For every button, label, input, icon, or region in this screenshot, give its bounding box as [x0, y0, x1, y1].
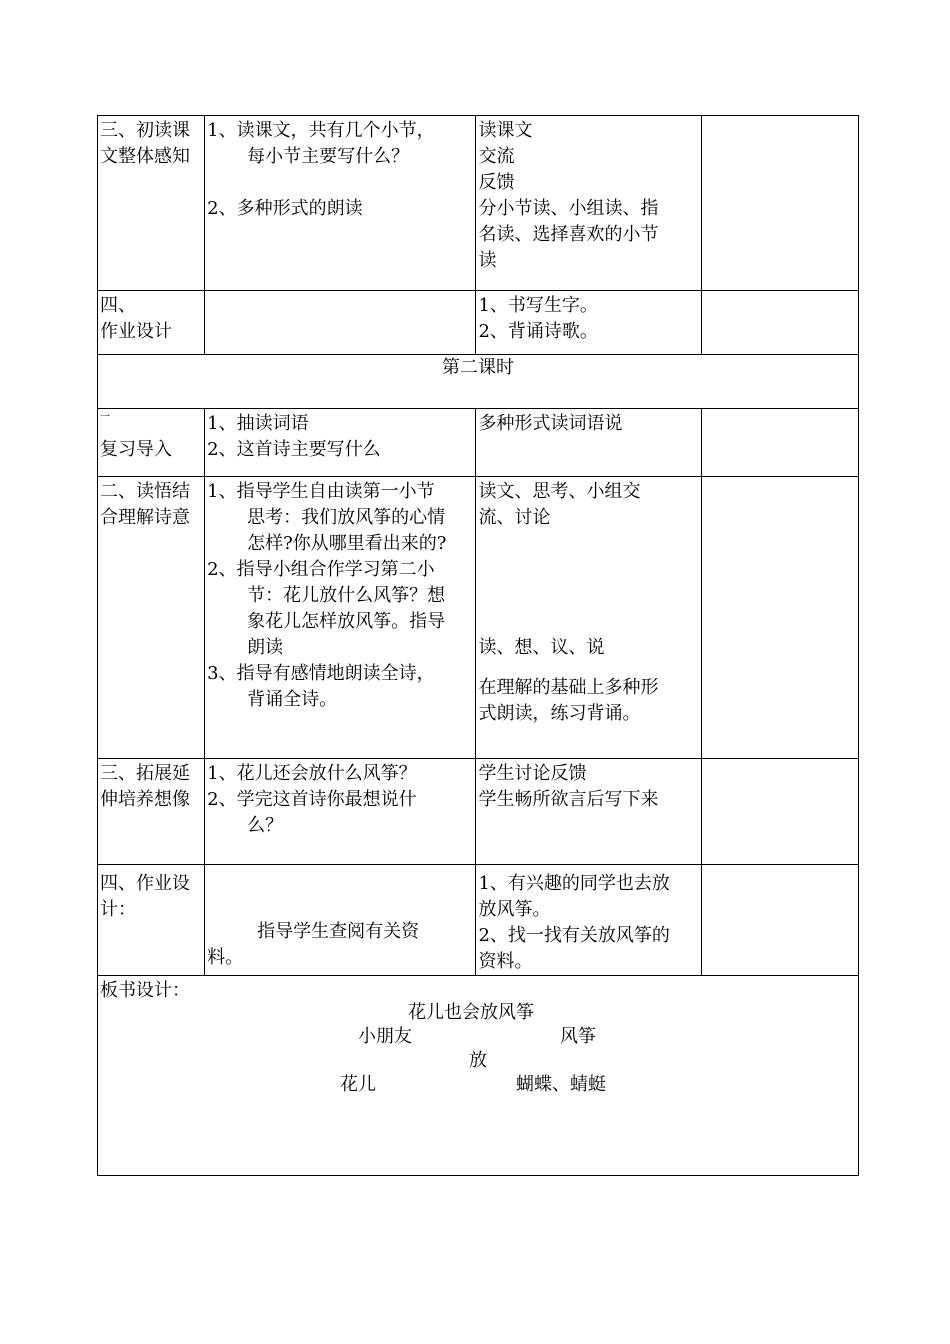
student-step: 流、讨论	[478, 507, 551, 528]
table-row	[98, 759, 859, 865]
teacher-activity-cell	[205, 759, 476, 865]
teacher-step: 1、读课文，共有几个小节，	[207, 120, 435, 141]
board-title: 花儿也会放风筝	[408, 1002, 534, 1023]
teacher-activity-cell	[205, 291, 476, 355]
stage-label: 三、初读课	[100, 120, 190, 141]
teacher-step: 1、花儿还会放什么风筝？	[207, 763, 417, 784]
board-right-top: 风筝	[560, 1026, 596, 1047]
student-activity-cell	[476, 865, 701, 976]
table-row	[98, 865, 859, 976]
table-row	[98, 409, 859, 477]
student-step: 在理解的基础上多种形	[478, 677, 659, 698]
board-design-cell	[98, 976, 859, 1176]
stage-label: 三、拓展延	[100, 763, 190, 784]
stage-cell	[98, 291, 205, 355]
student-step: 学生畅所欲言后写下来	[478, 789, 659, 810]
teacher-step: 1、抽读词语	[207, 413, 309, 434]
teacher-step: 怎样?你从哪里看出来的?	[247, 533, 447, 554]
teacher-step: 每小节主要写什么？	[247, 146, 410, 167]
teacher-activity-cell	[205, 477, 476, 759]
teacher-step: 2、这首诗主要写什么	[207, 439, 381, 460]
lesson-plan-table	[97, 115, 859, 1176]
stage-label: 一	[100, 412, 110, 423]
board-center: 放	[469, 1050, 487, 1071]
student-step: 名读、选择喜欢的小节	[478, 224, 659, 245]
table-row	[98, 116, 859, 291]
table-row	[98, 477, 859, 759]
notes-cell	[701, 865, 858, 976]
notes-cell	[701, 116, 858, 291]
student-step: 反馈	[478, 172, 515, 193]
teacher-step: 象花儿怎样放风筝。指导	[247, 611, 446, 632]
stage-cell	[98, 477, 205, 759]
stage-label: 二、读悟结	[100, 481, 190, 502]
student-step: 2、找一找有关放风筝的	[478, 925, 670, 946]
teacher-step: 2、多种形式的朗读	[207, 198, 363, 219]
student-step: 1、有兴趣的同学也去放	[478, 873, 670, 894]
stage-cell	[98, 409, 205, 477]
notes-cell	[701, 291, 858, 355]
board-design	[98, 976, 858, 1174]
teacher-step: 思考：我们放风筝的心情	[247, 507, 446, 528]
teacher-step: 节：花儿放什么风筝？想	[247, 585, 446, 606]
stage-label: 文整体感知	[100, 146, 190, 167]
teacher-step: 背诵全诗。	[247, 689, 338, 710]
teacher-step: 指导学生查阅有关资	[257, 921, 420, 942]
stage-cell	[98, 116, 205, 291]
teacher-activity-cell	[205, 116, 476, 291]
notes-cell	[701, 409, 858, 477]
notes-cell	[701, 759, 858, 865]
student-activity-cell	[476, 291, 701, 355]
student-step: 式朗读，练习背诵。	[478, 703, 641, 724]
stage-label: 合理解诗意	[100, 507, 190, 528]
stage-label: 四、作业设	[100, 873, 190, 894]
board-left-bottom: 花儿	[340, 1074, 376, 1095]
stage-label: 伸培养想像	[100, 789, 190, 810]
stage-label: 计：	[100, 899, 136, 920]
student-activity-cell	[476, 409, 701, 477]
student-step: 读课文	[478, 120, 533, 141]
teacher-step: 2、学完这首诗你最想说什	[207, 789, 417, 810]
student-activity-cell	[476, 759, 701, 865]
notes-cell	[701, 477, 858, 759]
board-left-top: 小朋友	[358, 1026, 412, 1047]
student-step: 交流	[478, 146, 515, 167]
teacher-step: 3、指导有感情地朗读全诗，	[207, 663, 435, 684]
student-step: 多种形式读词语说	[478, 413, 623, 434]
student-activity-cell	[476, 477, 701, 759]
board-label: 板书设计：	[100, 980, 190, 1001]
teacher-step: 1、指导学生自由读第一小节	[207, 481, 435, 502]
teacher-step: 么？	[247, 815, 284, 836]
student-activity-cell	[476, 116, 701, 291]
student-step: 2、背诵诗歌。	[478, 321, 598, 342]
student-step: 学生讨论反馈	[478, 763, 587, 784]
teacher-step: 朗读	[247, 637, 284, 658]
stage-cell	[98, 865, 205, 976]
stage-label: 四、	[100, 295, 136, 316]
student-step: 资料。	[478, 951, 533, 972]
student-step: 读、想、议、说	[478, 637, 605, 658]
table-row	[98, 976, 859, 1176]
stage-label: 作业设计	[100, 321, 172, 342]
student-step: 读	[478, 250, 497, 271]
teacher-activity-cell	[205, 409, 476, 477]
board-right-bottom: 蝴蝶、蜻蜓	[516, 1074, 606, 1095]
teacher-activity-cell	[205, 865, 476, 976]
student-step: 放风筝。	[478, 899, 551, 920]
stage-label: 复习导入	[100, 439, 172, 460]
table-row	[98, 291, 859, 355]
student-step: 分小节读、小组读、指	[478, 198, 659, 219]
student-step: 读文、思考、小组交	[478, 481, 641, 502]
student-step: 1、书写生字。	[478, 295, 598, 316]
section-title: 第二课时	[98, 355, 859, 409]
stage-cell	[98, 759, 205, 865]
table-row	[98, 355, 859, 409]
teacher-step: 料。	[207, 947, 244, 968]
teacher-step: 2、指导小组合作学习第二小	[207, 559, 435, 580]
